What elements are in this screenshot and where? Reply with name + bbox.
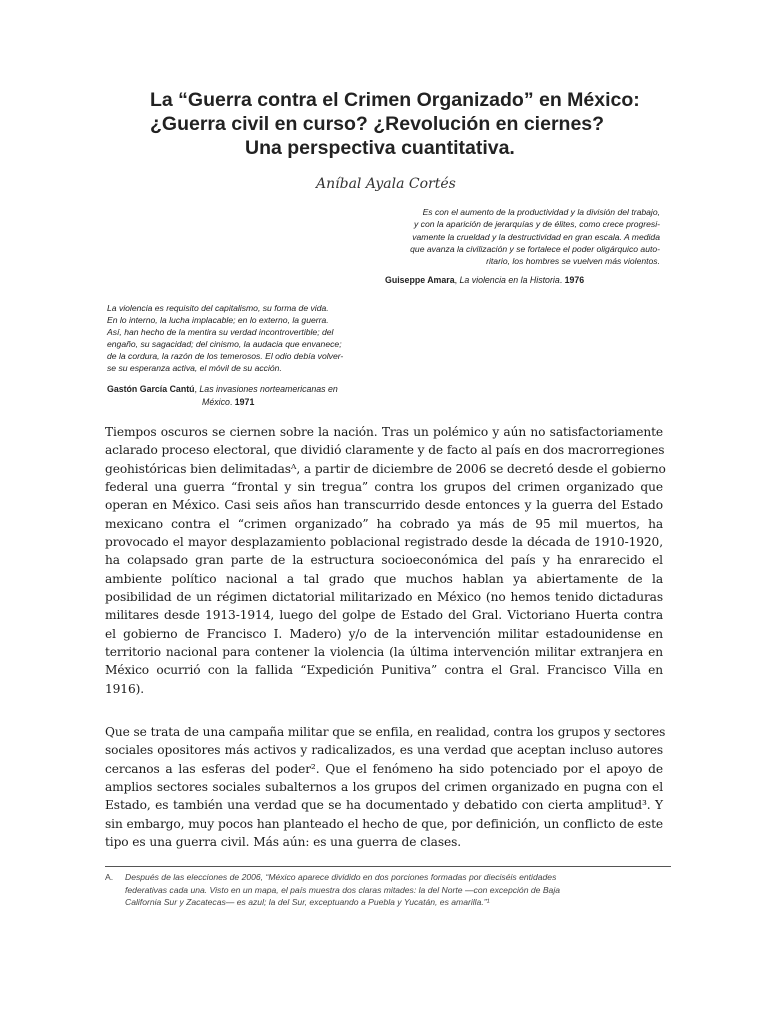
paragraph-line: mexicano contra el “crimen organizado” ha cobrado ya más de 95 mil muertos, ha (105, 516, 663, 531)
paragraph-line: el gobierno de Francisco I. Madero) y/o de la intervención militar estadounidense en (105, 626, 663, 641)
footnote (105, 871, 671, 909)
epigraph-2-line: La violencia es requisito del capitalismo, su forma de vida. (107, 303, 329, 313)
paragraph-line: militares desde 1913-1914, luego del golpe de Estado del Gral. Victoriano Huerta contra (105, 608, 663, 623)
epigraph-2 (107, 302, 397, 375)
epigraph-2-work-cont: México (202, 397, 230, 407)
paragraph-line: federal una guerra “frontal y sin tregua” contra los grupos del crimen organizado que (105, 480, 663, 495)
epigraph-1-author: Guiseppe Amara (385, 275, 455, 285)
paragraph-line: aclarado proceso electoral, que dividió claramente y de facto al país en dos macrorregiones (105, 443, 665, 458)
paragraph-line: México ocurrió con la fallida “Expedición Punitiva” contra el Gral. Francisco Villa en (105, 663, 663, 678)
paragraph-line: amplios sectores sociales subalternos a los grupos del crimen organizado en pugna con el (105, 780, 663, 795)
paragraph-line: 1916). (105, 681, 145, 696)
footnote-line: federativas cada una. Visto en un mapa, el país muestra dos claras mitades: la del Norte —con excepción de Baja (125, 884, 561, 895)
body-paragraph-1 (105, 423, 666, 698)
epigraph-1-line: vamente la crueldad y la destructividad en gran escala. A medida (412, 231, 660, 242)
paragraph-line: tipo es una guerra civil. Más aún: es una guerra de clases. (105, 835, 462, 850)
epigraph-2-line: se su esperanza activa, el móvil de su acción. (107, 363, 282, 374)
paragraph-line: sin embargo, muy pocos han planteado el hecho de que, por definición, un conflicto de este (105, 816, 663, 831)
footnote-divider (105, 866, 671, 867)
title-line-2: ¿Guerra civil en curso? ¿Revolución en ciernes? (150, 113, 605, 135)
epigraph-2-line: de la cordura, la razón de los temerosos. El odio debía volver- (107, 351, 344, 362)
epigraph-2-year: 1971 (234, 397, 255, 407)
paragraph-line: sociales opositores más activos y radicalizados, es una verdad que aceptan incluso autores (105, 743, 663, 758)
paragraph-line: Que se trata de una campaña militar que se enfila, en realidad, contra los grupos y sectores (105, 725, 666, 739)
epigraph-1-line: que avanza la civilización y se fortalece el poder oligárquico auto- (410, 243, 660, 254)
epigraph-1-line: ritario, los hombres se vuelven más violentos. (486, 256, 660, 267)
footnote-label: A. (105, 872, 114, 882)
paragraph-line: territorio nacional para contener la violencia (la última intervención militar extranjera en (105, 645, 663, 660)
paragraph-line: posibilidad de un régimen dictatorial militarizado en México (no hemos tenido dictaduras (105, 590, 663, 605)
paragraph-line: ambiente político nacional a tal grado que muchos hablan ya abiertamente de la (105, 571, 663, 586)
epigraph-2-work: Las invasiones norteamericanas en (199, 384, 338, 394)
title-line-1: La “Guerra contra el Crimen Organizado” en México: (150, 89, 640, 111)
epigraph-1-work: La violencia en la Historia (459, 275, 560, 285)
epigraph-1 (360, 206, 660, 267)
footnote-line: California Sur y Zacatecas— es azul; la del Sur, exceptuando a Puebla y Yucatán, es amarilla.”¹ (125, 897, 490, 907)
footnote-line: Después de las elecciones de 2006, “México aparece dividido en dos porciones formadas por dieciséis entidades (125, 872, 557, 882)
paragraph-line: operan en México. Casi seis años han transcurrido desde entonces y la guerra del Estado (105, 498, 663, 513)
epigraph-1-year: 1976 (564, 275, 585, 285)
title-line-3: Una perspectiva cuantitativa. (245, 137, 515, 159)
epigraph-2-line: engaño, su sagacidad; del cinismo, la audacia que envanece; (107, 339, 342, 350)
epigraph-2-source: Gastón García Cantú, Las invasiones norteamericanas en México. 1971 (107, 384, 338, 407)
epigraph-1-line: y con la aparición de jerarquías y de élites, como crece progresi- (414, 219, 660, 230)
paragraph-line: provocado el mayor desplazamiento poblacional registrado desde la década de 1910-1920, (105, 535, 663, 550)
epigraph-1-line: Es con el aumento de la productividad y la división del trabajo, (422, 207, 660, 217)
paragraph-line: cercanos a las esferas del poder². Que el fenómeno ha sido potenciado por el apoyo de (105, 761, 663, 776)
epigraph-2-line: Así, han hecho de la mentira su verdad incontrovertible; del (107, 327, 334, 338)
author-name: Aníbal Ayala Cortés (316, 176, 456, 192)
body-paragraph-2 (105, 723, 666, 851)
epigraph-2-line: En lo interno, la lucha implacable; en lo externo, la guerra. (107, 315, 329, 326)
document-title (150, 88, 670, 160)
epigraph-2-author: Gastón García Cantú (107, 384, 195, 394)
paragraph-line: ha colapsado gran parte de la estructura socioeconómica del país y ha enrarecido el (105, 553, 663, 568)
paragraph-line: geohistóricas bien delimitadasᴬ, a partir de diciembre de 2006 se decretó desde el gobierno (105, 461, 666, 476)
paragraph-line: Tiempos oscuros se ciernen sobre la nación. Tras un polémico y aún no satisfactoriamente (105, 425, 663, 439)
paragraph-line: Estado, es también una verdad que se ha documentado y debatido con cierta amplitud³. Y (105, 798, 663, 813)
epigraph-1-source: Guiseppe Amara, La violencia en la Historia. 1976 (385, 275, 585, 285)
